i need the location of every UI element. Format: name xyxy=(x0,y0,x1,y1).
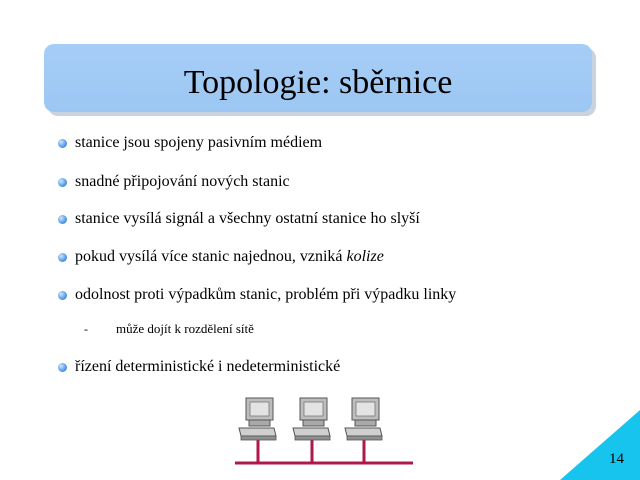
bullet-dot-icon xyxy=(58,253,67,262)
bullet-dot-icon xyxy=(58,215,67,224)
page-title: Topologie: sběrnice xyxy=(183,64,453,101)
bullet-text: snadné připojování nových stanic xyxy=(75,173,290,190)
corner-accent xyxy=(560,410,640,480)
bullet-item xyxy=(58,134,322,152)
sub-bullet-item xyxy=(84,321,254,337)
bullet-text: stanice jsou spojeny pasivním médiem xyxy=(75,134,323,151)
page-number: 14 xyxy=(609,451,624,467)
bullet-text: stanice vysílá signál a všechny ostatní stanice ho slyší xyxy=(75,210,420,227)
bullet-text: pokud vysílá více stanic najednou, vzniká xyxy=(75,248,347,265)
bullet-dot-icon xyxy=(58,363,67,372)
bullet-dot-icon xyxy=(58,178,67,187)
bullet-item xyxy=(58,286,456,304)
bullet-dot-icon xyxy=(58,291,67,300)
bullet-emphasis: kolize xyxy=(346,248,384,265)
computer-icon xyxy=(293,398,330,463)
bullet-dot-icon xyxy=(58,139,67,148)
bullet-item xyxy=(58,173,290,191)
bullet-item xyxy=(58,248,384,266)
sub-bullet-text: může dojít k rozdělení sítě xyxy=(116,321,254,336)
bullet-item xyxy=(58,210,420,228)
bus-network-diagram xyxy=(230,390,420,470)
bullet-item xyxy=(58,358,340,376)
sub-bullet-marker: - xyxy=(84,321,88,336)
bullet-text: odolnost proti výpadkům stanic, problém při výpadku linky xyxy=(75,286,457,303)
bullet-text: řízení deterministické i nedeterministické xyxy=(75,358,341,375)
computer-icon xyxy=(239,398,276,463)
computer-icon xyxy=(345,398,382,463)
